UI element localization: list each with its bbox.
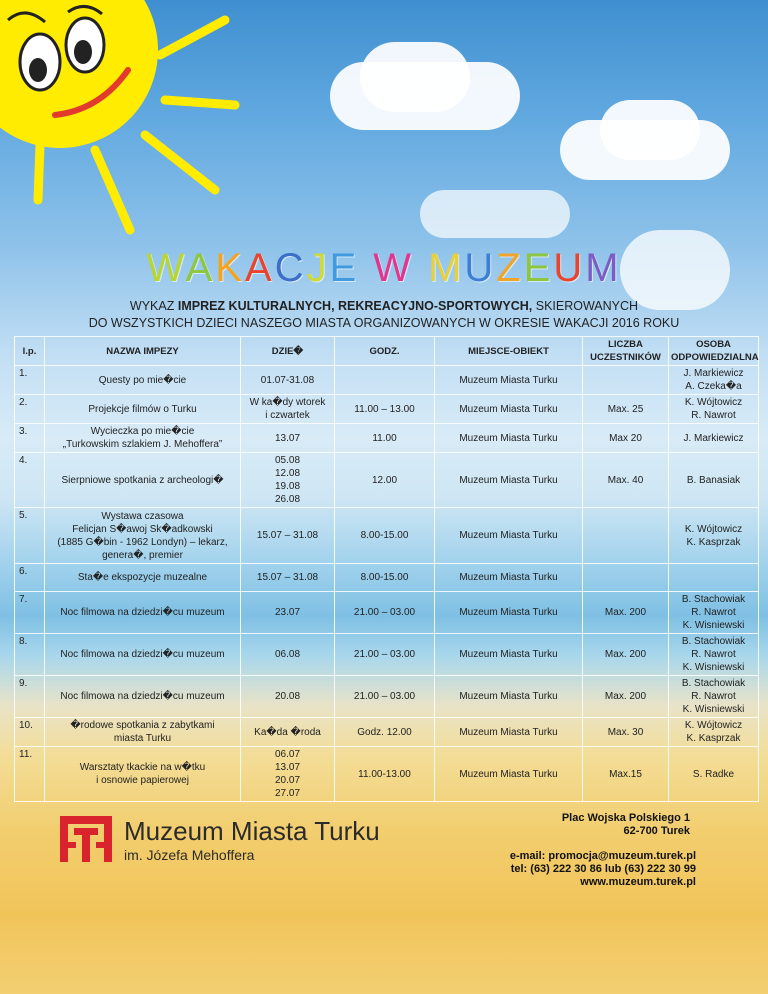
- subtitle-line-1: [0, 298, 768, 315]
- cloud-icon: [420, 190, 570, 238]
- address-block: [562, 812, 690, 838]
- header-lp: l.p.: [15, 337, 45, 366]
- contact-website: www.muzeum.turek.pl: [580, 876, 696, 888]
- cell-name: Sierpniowe spotkania z archeologi�: [45, 453, 241, 508]
- cell-time: 11.00-13.00: [335, 747, 435, 802]
- cell-time: 12.00: [335, 453, 435, 508]
- table-row: [15, 395, 759, 424]
- subtitle-suffix: SKIEROWANYCH: [532, 299, 639, 313]
- address-street: Plac Wojska Polskiego 1: [561, 812, 690, 824]
- cell-time: Godz. 12.00: [335, 718, 435, 747]
- cell-time: [335, 366, 435, 395]
- cell-name: Noc filmowa na dziedzi�cu muzeum: [45, 676, 241, 718]
- cell-place: Muzeum Miasta Turku: [435, 747, 583, 802]
- cell-lp: 9.: [15, 676, 45, 718]
- cell-name: Questy po mie�cie: [45, 366, 241, 395]
- header-count: LICZBA UCZESTNIKÓW: [583, 337, 669, 366]
- cell-lp: 5.: [15, 508, 45, 564]
- table-row: [15, 747, 759, 802]
- cell-lp: 1.: [15, 366, 45, 395]
- cell-day: 23.07: [241, 592, 335, 634]
- title-letter: K: [215, 246, 246, 290]
- cell-place: Muzeum Miasta Turku: [435, 676, 583, 718]
- cell-name: Warsztaty tkackie na w�tku i osnowie papierowej: [45, 747, 241, 802]
- header-place: MIEJSCE-OBIEKT: [435, 337, 583, 366]
- cell-place: Muzeum Miasta Turku: [435, 592, 583, 634]
- cell-lp: 7.: [15, 592, 45, 634]
- cell-day: 06.07 13.07 20.07 27.07: [241, 747, 335, 802]
- cell-name: Wystawa czasowa Felicjan S�awoj Sk�adkowski (1885 G�bin - 1962 Londyn) – lekarz, genera�, premier: [45, 508, 241, 564]
- logo-name: Muzeum Miasta Turku: [124, 816, 380, 846]
- cell-name: Noc filmowa na dziedzi�cu muzeum: [45, 634, 241, 676]
- title-letter: M: [428, 246, 465, 290]
- cell-person: K. Wójtowicz K. Kasprzak: [669, 508, 759, 564]
- contact-email: e-mail: promocja@muzeum.turek.pl: [509, 850, 696, 862]
- cell-count: Max. 200: [583, 592, 669, 634]
- cell-day: 15.07 – 31.08: [241, 508, 335, 564]
- cell-day: W ka�dy wtorek i czwartek: [241, 395, 335, 424]
- subtitle: [0, 298, 768, 332]
- address-city: 62-700 Turek: [623, 825, 690, 837]
- cell-person: J. Markiewicz A. Czeka�a: [669, 366, 759, 395]
- title-letter: J: [306, 246, 330, 290]
- museum-logo: [58, 814, 378, 864]
- cell-count: Max. 200: [583, 676, 669, 718]
- table-row: [15, 424, 759, 453]
- cell-person: B. Stachowiak R. Nawrot K. Wisniewski: [669, 634, 759, 676]
- table-row: [15, 676, 759, 718]
- cell-count: Max.15: [583, 747, 669, 802]
- logo-subtitle: im. Józefa Mehoffera: [124, 847, 255, 863]
- cell-lp: 2.: [15, 395, 45, 424]
- title-letter: W: [146, 246, 186, 290]
- header-name: NAZWA IMPEZY: [45, 337, 241, 366]
- cell-person: [669, 564, 759, 592]
- cell-place: Muzeum Miasta Turku: [435, 453, 583, 508]
- cell-person: B. Stachowiak R. Nawrot K. Wisniewski: [669, 592, 759, 634]
- cell-place: Muzeum Miasta Turku: [435, 508, 583, 564]
- cell-day: 06.08: [241, 634, 335, 676]
- cell-time: 11.00: [335, 424, 435, 453]
- table-row: [15, 634, 759, 676]
- cell-count: Max 20: [583, 424, 669, 453]
- title-letter: U: [553, 246, 586, 290]
- cell-lp: 8.: [15, 634, 45, 676]
- cell-place: Muzeum Miasta Turku: [435, 424, 583, 453]
- cell-place: Muzeum Miasta Turku: [435, 366, 583, 395]
- cell-lp: 4.: [15, 453, 45, 508]
- cell-time: 21.00 – 03.00: [335, 592, 435, 634]
- cell-person: K. Wójtowicz R. Nawrot: [669, 395, 759, 424]
- table-row: [15, 592, 759, 634]
- cell-count: Max. 25: [583, 395, 669, 424]
- table-row: [15, 366, 759, 395]
- header-person: OSOBA ODPOWIEDZIALNA: [669, 337, 759, 366]
- title-letter: A: [185, 246, 216, 290]
- cell-time: 8.00-15.00: [335, 564, 435, 592]
- subtitle-prefix: WYKAZ: [129, 299, 178, 313]
- title-letter: U: [464, 246, 497, 290]
- title-letter: E: [523, 246, 554, 290]
- cell-person: S. Radke: [669, 747, 759, 802]
- cell-place: Muzeum Miasta Turku: [435, 634, 583, 676]
- museum-logo-icon: [58, 814, 114, 864]
- cell-lp: 3.: [15, 424, 45, 453]
- cell-person: J. Markiewicz: [669, 424, 759, 453]
- cell-day: 20.08: [241, 676, 335, 718]
- title-letter: Z: [496, 246, 524, 290]
- cell-count: Max. 200: [583, 634, 669, 676]
- title-letter: M: [585, 246, 622, 290]
- title-letter: C: [274, 246, 307, 290]
- table-header-row: [15, 337, 759, 366]
- cell-name: Wycieczka po mie�cie „Turkowskim szlakiem J. Mehoffera”: [45, 424, 241, 453]
- title-letter: E: [329, 246, 360, 290]
- header-time: GODZ.: [335, 337, 435, 366]
- table-row: [15, 564, 759, 592]
- cloud-icon: [600, 100, 700, 160]
- cloud-icon: [360, 42, 470, 112]
- cell-lp: 11.: [15, 747, 45, 802]
- cell-time: 21.00 – 03.00: [335, 634, 435, 676]
- cell-place: Muzeum Miasta Turku: [435, 718, 583, 747]
- cell-time: 8.00-15.00: [335, 508, 435, 564]
- cell-count: [583, 508, 669, 564]
- events-table: [14, 336, 759, 802]
- cell-name: �rodowe spotkania z zabytkami miasta Turku: [45, 718, 241, 747]
- table-row: [15, 453, 759, 508]
- cell-day: 05.08 12.08 19.08 26.08: [241, 453, 335, 508]
- cell-name: Sta�e ekspozycje muzealne: [45, 564, 241, 592]
- cell-day: Ka�da �roda: [241, 718, 335, 747]
- contact-phone: tel: (63) 222 30 86 lub (63) 222 30 99: [510, 863, 696, 875]
- cell-name: Projekcje filmów o Turku: [45, 395, 241, 424]
- table-row: [15, 718, 759, 747]
- cell-count: [583, 564, 669, 592]
- header-day: DZIE�: [241, 337, 335, 366]
- subtitle-line-2: DO WSZYSTKICH DZIECI NASZEGO MIASTA ORGANIZOWANYCH W OKRESIE WAKACJI 2016 ROKU: [88, 316, 680, 330]
- cell-day: 01.07-31.08: [241, 366, 335, 395]
- cell-count: Max. 30: [583, 718, 669, 747]
- cell-day: 13.07: [241, 424, 335, 453]
- cell-day: 15.07 – 31.08: [241, 564, 335, 592]
- cell-lp: 10.: [15, 718, 45, 747]
- cell-time: 11.00 – 13.00: [335, 395, 435, 424]
- cell-place: Muzeum Miasta Turku: [435, 395, 583, 424]
- table-row: [15, 508, 759, 564]
- title-letter: W: [373, 246, 415, 290]
- page-title: [0, 246, 768, 291]
- cell-count: Max. 40: [583, 453, 669, 508]
- cell-count: [583, 366, 669, 395]
- subtitle-bold: IMPREZ KULTURALNYCH, REKREACYJNO-SPORTOWYCH,: [177, 299, 533, 313]
- cell-place: Muzeum Miasta Turku: [435, 564, 583, 592]
- cell-person: B. Stachowiak R. Nawrot K. Wisniewski: [669, 676, 759, 718]
- cell-time: 21.00 – 03.00: [335, 676, 435, 718]
- cell-lp: 6.: [15, 564, 45, 592]
- title-letter: A: [245, 246, 275, 290]
- cell-person: B. Banasiak: [669, 453, 759, 508]
- contact-block: [510, 850, 696, 889]
- cell-person: K. Wójtowicz K. Kasprzak: [669, 718, 759, 747]
- cell-name: Noc filmowa na dziedzi�cu muzeum: [45, 592, 241, 634]
